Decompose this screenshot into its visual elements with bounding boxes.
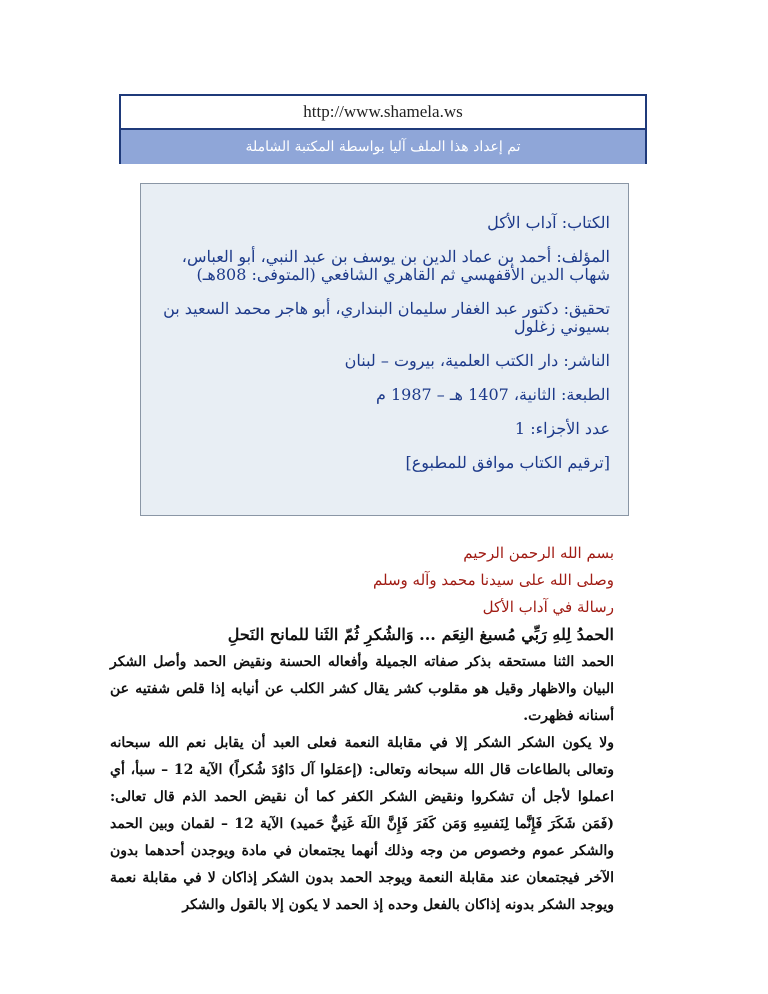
paragraph: الحمد الثنا مستحقه بذكر صفاته الجميلة وأفعاله الحسنة ونقيض الحمد وأصل الشكر البيان والاظهار وقيل هو مقلوب كشر يقال كشر الكلب عن أنيابه إذا قلص شفتيه عن أسنانه فظهرت. xyxy=(110,654,614,724)
opening-verse: الحمدُ لِلهِ رَبِّي مُسبغ النِعَم ... وَالشُكرِ ثُمّ الثَنا للمانح النَحلِ xyxy=(227,625,614,644)
body-text xyxy=(110,540,614,919)
header-box xyxy=(119,94,647,164)
meta-book-value: آداب الأكل xyxy=(487,213,557,232)
paragraph: ولا يكون الشكر الشكر إلا في مقابلة النعمة فعلى العبد أن يقابل نعم الله سبحانه وتعالى بالطاعات قال الله سبحانه وتعالى: (إعمَلوا آل دَاوُدَ شُكراً) الآية 12 – سبأ، أي اعملوا لأجل أن تشكروا ونقيض الشكر الكفر كما أن نقيض الحمد الذم قال تعالى: (فَمَن شَكَرَ فَإِنَّما لِنَفسِهِ وَمَن كَفَرَ فَإِنَّ اللَهَ غَنِيٌّ حَميد) الآية 12 – لقمان وبين الحمد والشكر عموم وخصوص من وجه وذلك أنهما يجتمعان في مادة ويوجدن أحدهما بدون الآخر فيجتمعان عند مقابلة النعمة ويوجد الحمد بدون الشكر إذاكان لا في مقابلة نعمة ويوجد الشكر بدونه إذاكان بالفعل وحده إذ الحمد لا يكون إلا بالقول والشكر xyxy=(110,735,614,913)
treatise-title: رسالة في آداب الأكل xyxy=(482,598,614,616)
generation-note: تم إعداد هذا الملف آليا بواسطة المكتبة الشاملة xyxy=(121,130,645,164)
meta-author xyxy=(151,248,610,284)
book-metadata-box xyxy=(140,183,629,516)
meta-pagination-note: [ترقيم الكتاب موافق للمطبوع] xyxy=(405,453,610,472)
meta-editor-label: تحقيق: xyxy=(563,299,610,318)
meta-edition xyxy=(151,386,610,404)
meta-parts-label: عدد الأجزاء: xyxy=(530,419,610,438)
meta-editor-value: دكتور عبد الغفار سليمان البنداري، أبو هاجر محمد السعيد بن بسيوني زغلول xyxy=(163,299,610,336)
basmala: بسم الله الرحمن الرحيم xyxy=(463,544,614,562)
meta-publisher-value: دار الكتب العلمية، بيروت – لبنان xyxy=(344,351,559,370)
meta-edition-label: الطبعة: xyxy=(561,385,610,404)
meta-book xyxy=(151,214,610,232)
meta-publisher-label: الناشر: xyxy=(563,351,610,370)
source-url[interactable]: http://www.shamela.ws xyxy=(121,96,645,130)
salutation: وصلى الله على سيدنا محمد وآله وسلم xyxy=(373,571,614,589)
meta-author-value: أحمد بن عماد الدين بن يوسف بن عبد النبي، أبو العباس، شهاب الدين الأقفهسي ثم القاهري الشافعي (المتوفى: 808هـ) xyxy=(181,247,610,284)
meta-editor xyxy=(151,300,610,336)
meta-edition-value: الثانية، 1407 هـ – 1987 م xyxy=(375,385,556,404)
meta-author-label: المؤلف: xyxy=(556,247,610,266)
meta-parts xyxy=(151,420,610,438)
meta-publisher xyxy=(151,352,610,370)
meta-parts-value: 1 xyxy=(514,419,526,438)
meta-book-label: الكتاب: xyxy=(561,213,610,232)
